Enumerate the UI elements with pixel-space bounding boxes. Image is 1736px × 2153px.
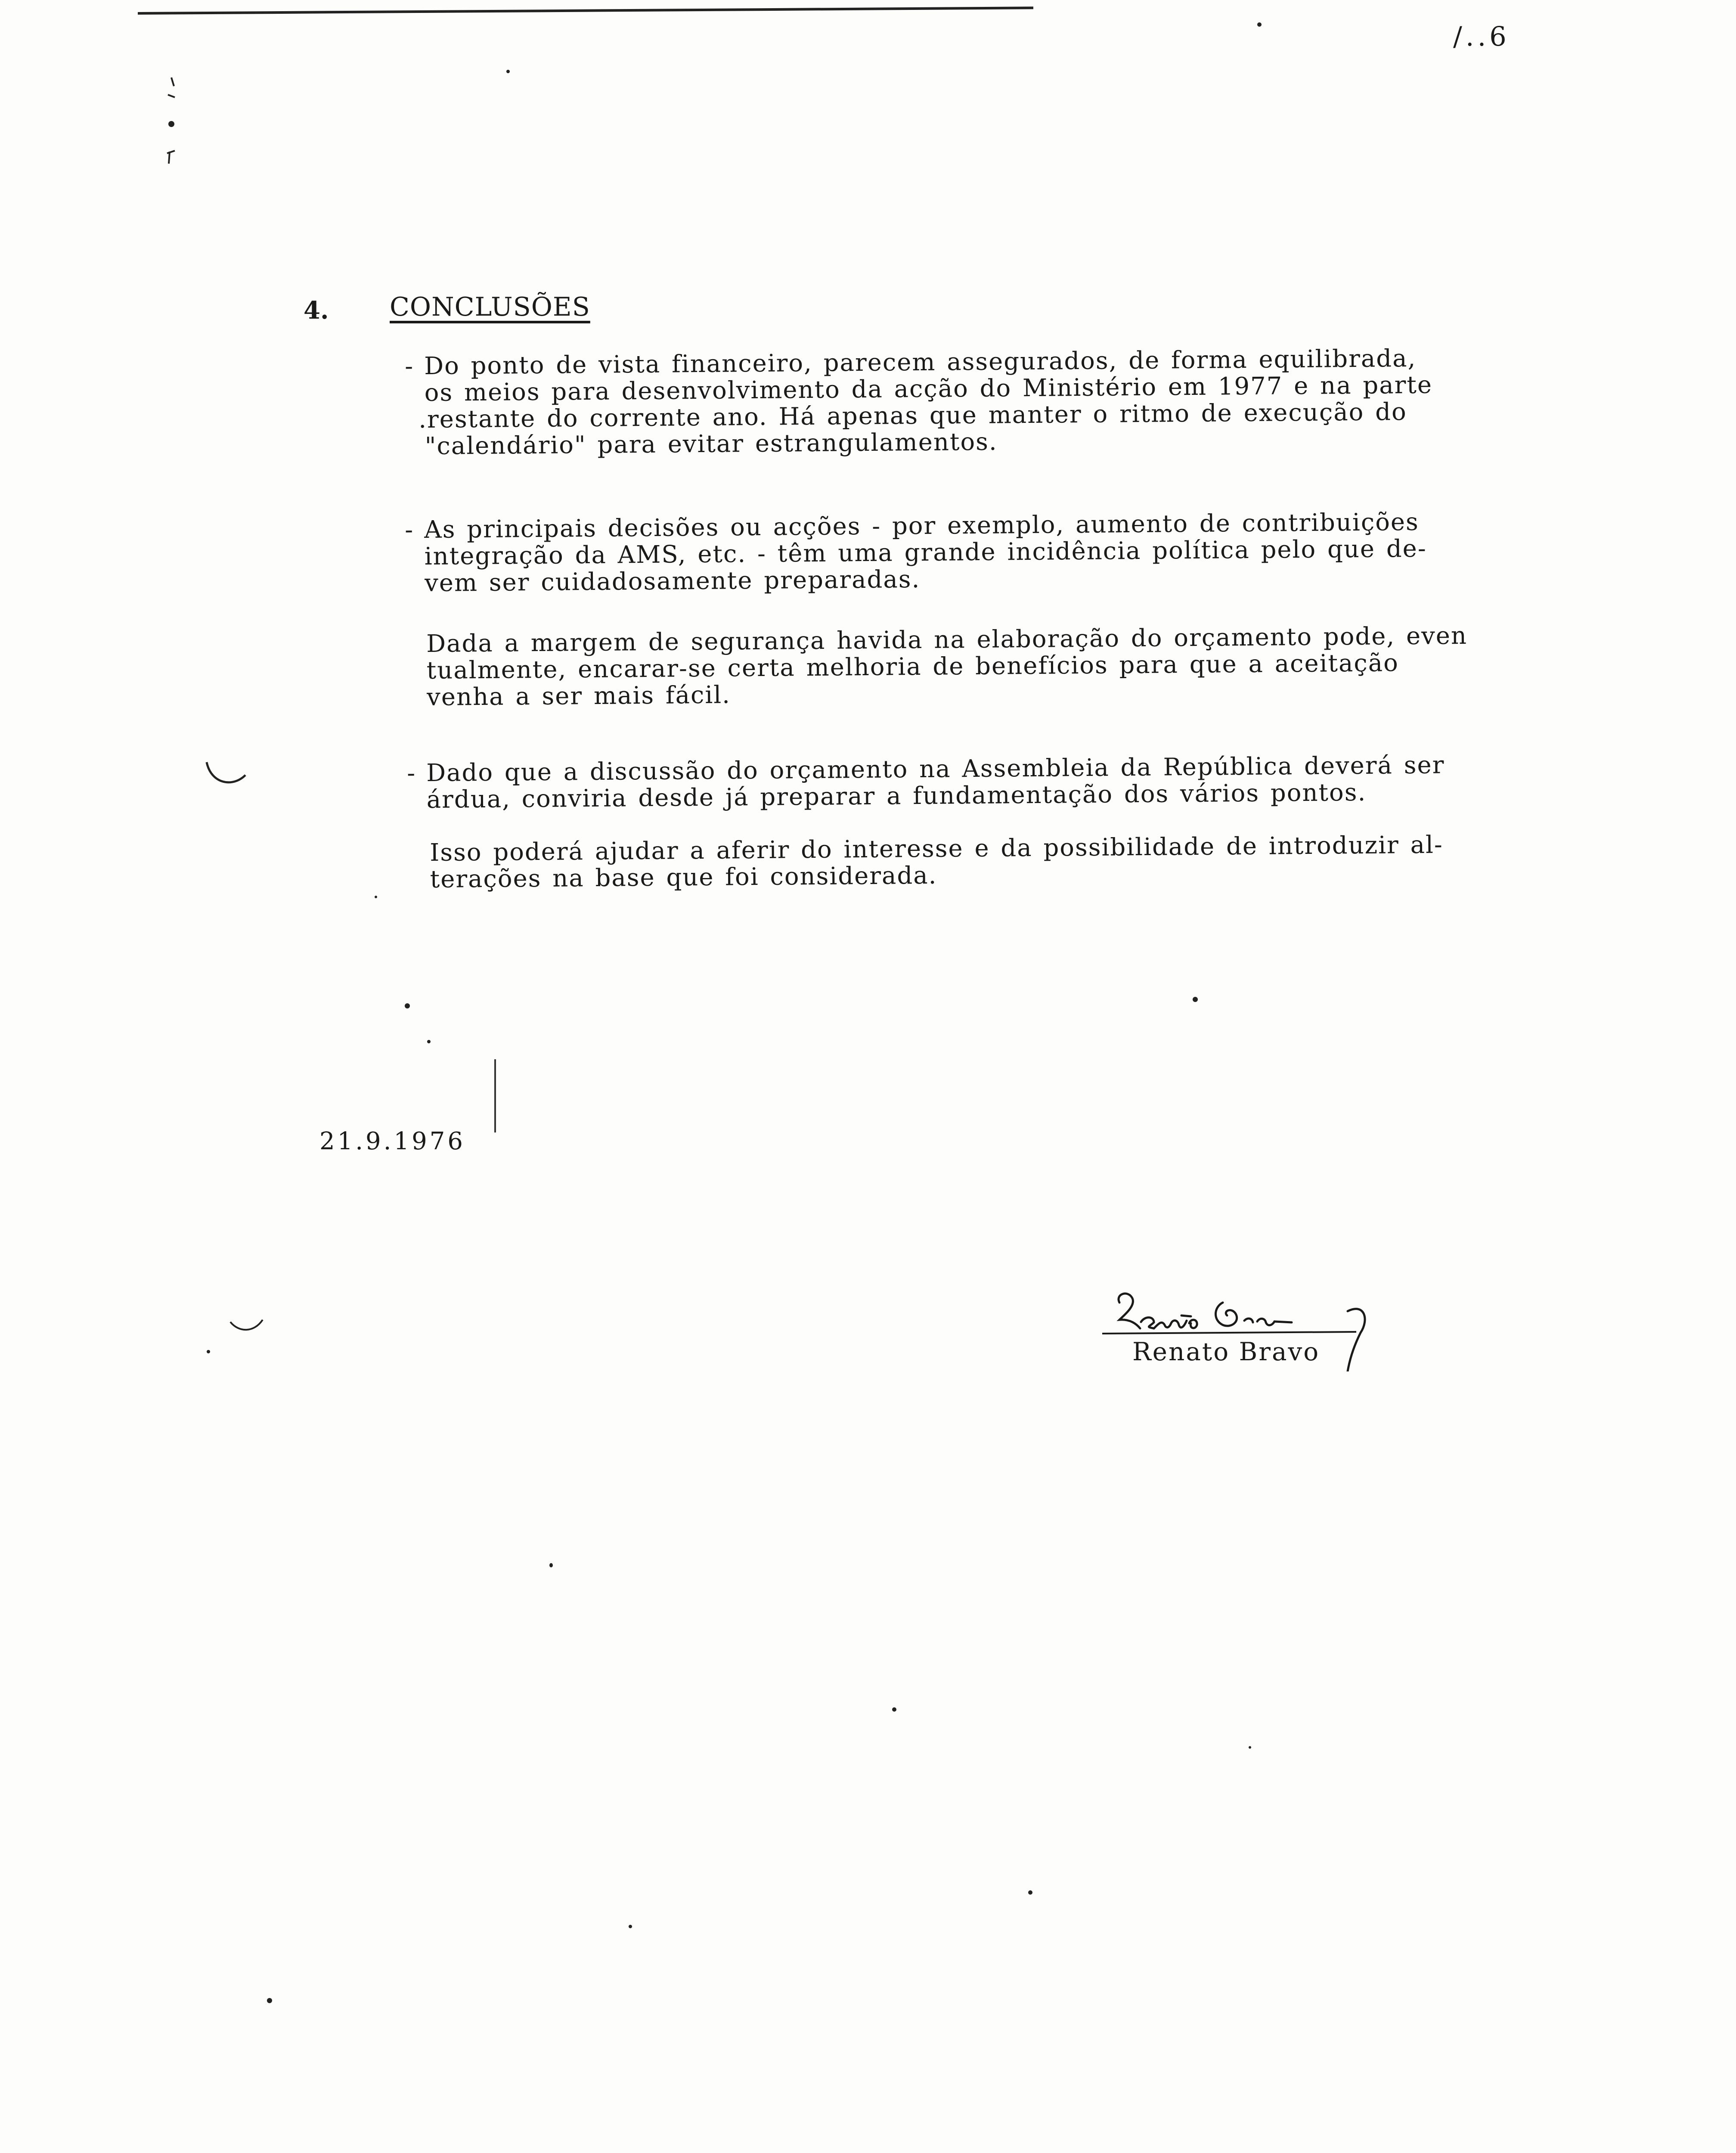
speck [506,70,510,73]
text-line: Isso poderá ajudar a aferir do interesse e da possibilidade de introduzir al- [429,831,1444,867]
speck [1028,1890,1032,1895]
speck [549,1563,553,1567]
text-line: Do ponto de vista financeiro, parecem assegurados, de forma equilibrada, [424,344,1417,380]
text-line: tualmente, encarar-se certa melhoria de benefícios para que a aceitação [426,649,1399,685]
speck [1193,997,1198,1002]
speck [892,1707,896,1712]
text-line: Dado que a discussão do orçamento na Assembleia da República deverá ser [426,751,1445,787]
section-number: 4. [304,296,329,325]
paragraph-decisions [404,508,1561,597]
speck [629,1925,632,1928]
text-line: árdua, conviria desde já preparar a fundamentação dos vários pontos. [426,778,1367,814]
section-title: CONCLUSÕES [390,292,590,322]
text-line: "calendário" para evitar estrangulamentos. [425,428,998,460]
signer-name: Renato Bravo [1132,1337,1320,1366]
paragraph-assembly [406,751,1563,814]
top-rule [138,6,1033,15]
speck [267,1998,272,2003]
text-line: venha a ser mais fácil. [426,681,731,711]
margin-punch-marks [159,69,185,172]
speck [405,1003,410,1008]
margin-arc [228,1313,267,1339]
paragraph-safety-margin [426,622,1563,711]
speck [1249,1746,1251,1749]
speck [207,1350,210,1353]
bullet-dash: - [406,759,416,788]
speck [427,1040,431,1043]
text-line: As principais decisões ou acções - por exemplo, aumento de contribuições [424,508,1420,544]
bullet-dash: - [404,352,414,381]
page-number: /..6 [1453,21,1510,52]
bullet-dash: - [404,516,414,544]
text-line: os meios para desenvolvimento da acção do Ministério em 1977 e na parte [424,371,1433,407]
text-line: Dada a margem de segurança havida na elaboração do orçamento pode, even [426,622,1468,658]
text-line: vem ser cuidadosamente preparadas. [424,565,921,597]
paragraph-interest [430,831,1567,893]
text-line: terações na base que foi considerada. [430,861,937,893]
speck [1257,22,1262,27]
text-line: .restante do corrente ano. Há apenas que manter o ritmo de execução do [418,398,1407,434]
text-line: integração da AMS, etc. - têm uma grande incidência política pelo que de- [424,534,1427,571]
signature-block [1089,1285,1369,1397]
margin-arc [202,758,250,792]
speck [375,896,377,898]
document-date: 21.9.1976 [319,1127,466,1155]
margin-line [494,1059,496,1132]
paragraph-financial [404,344,1562,460]
